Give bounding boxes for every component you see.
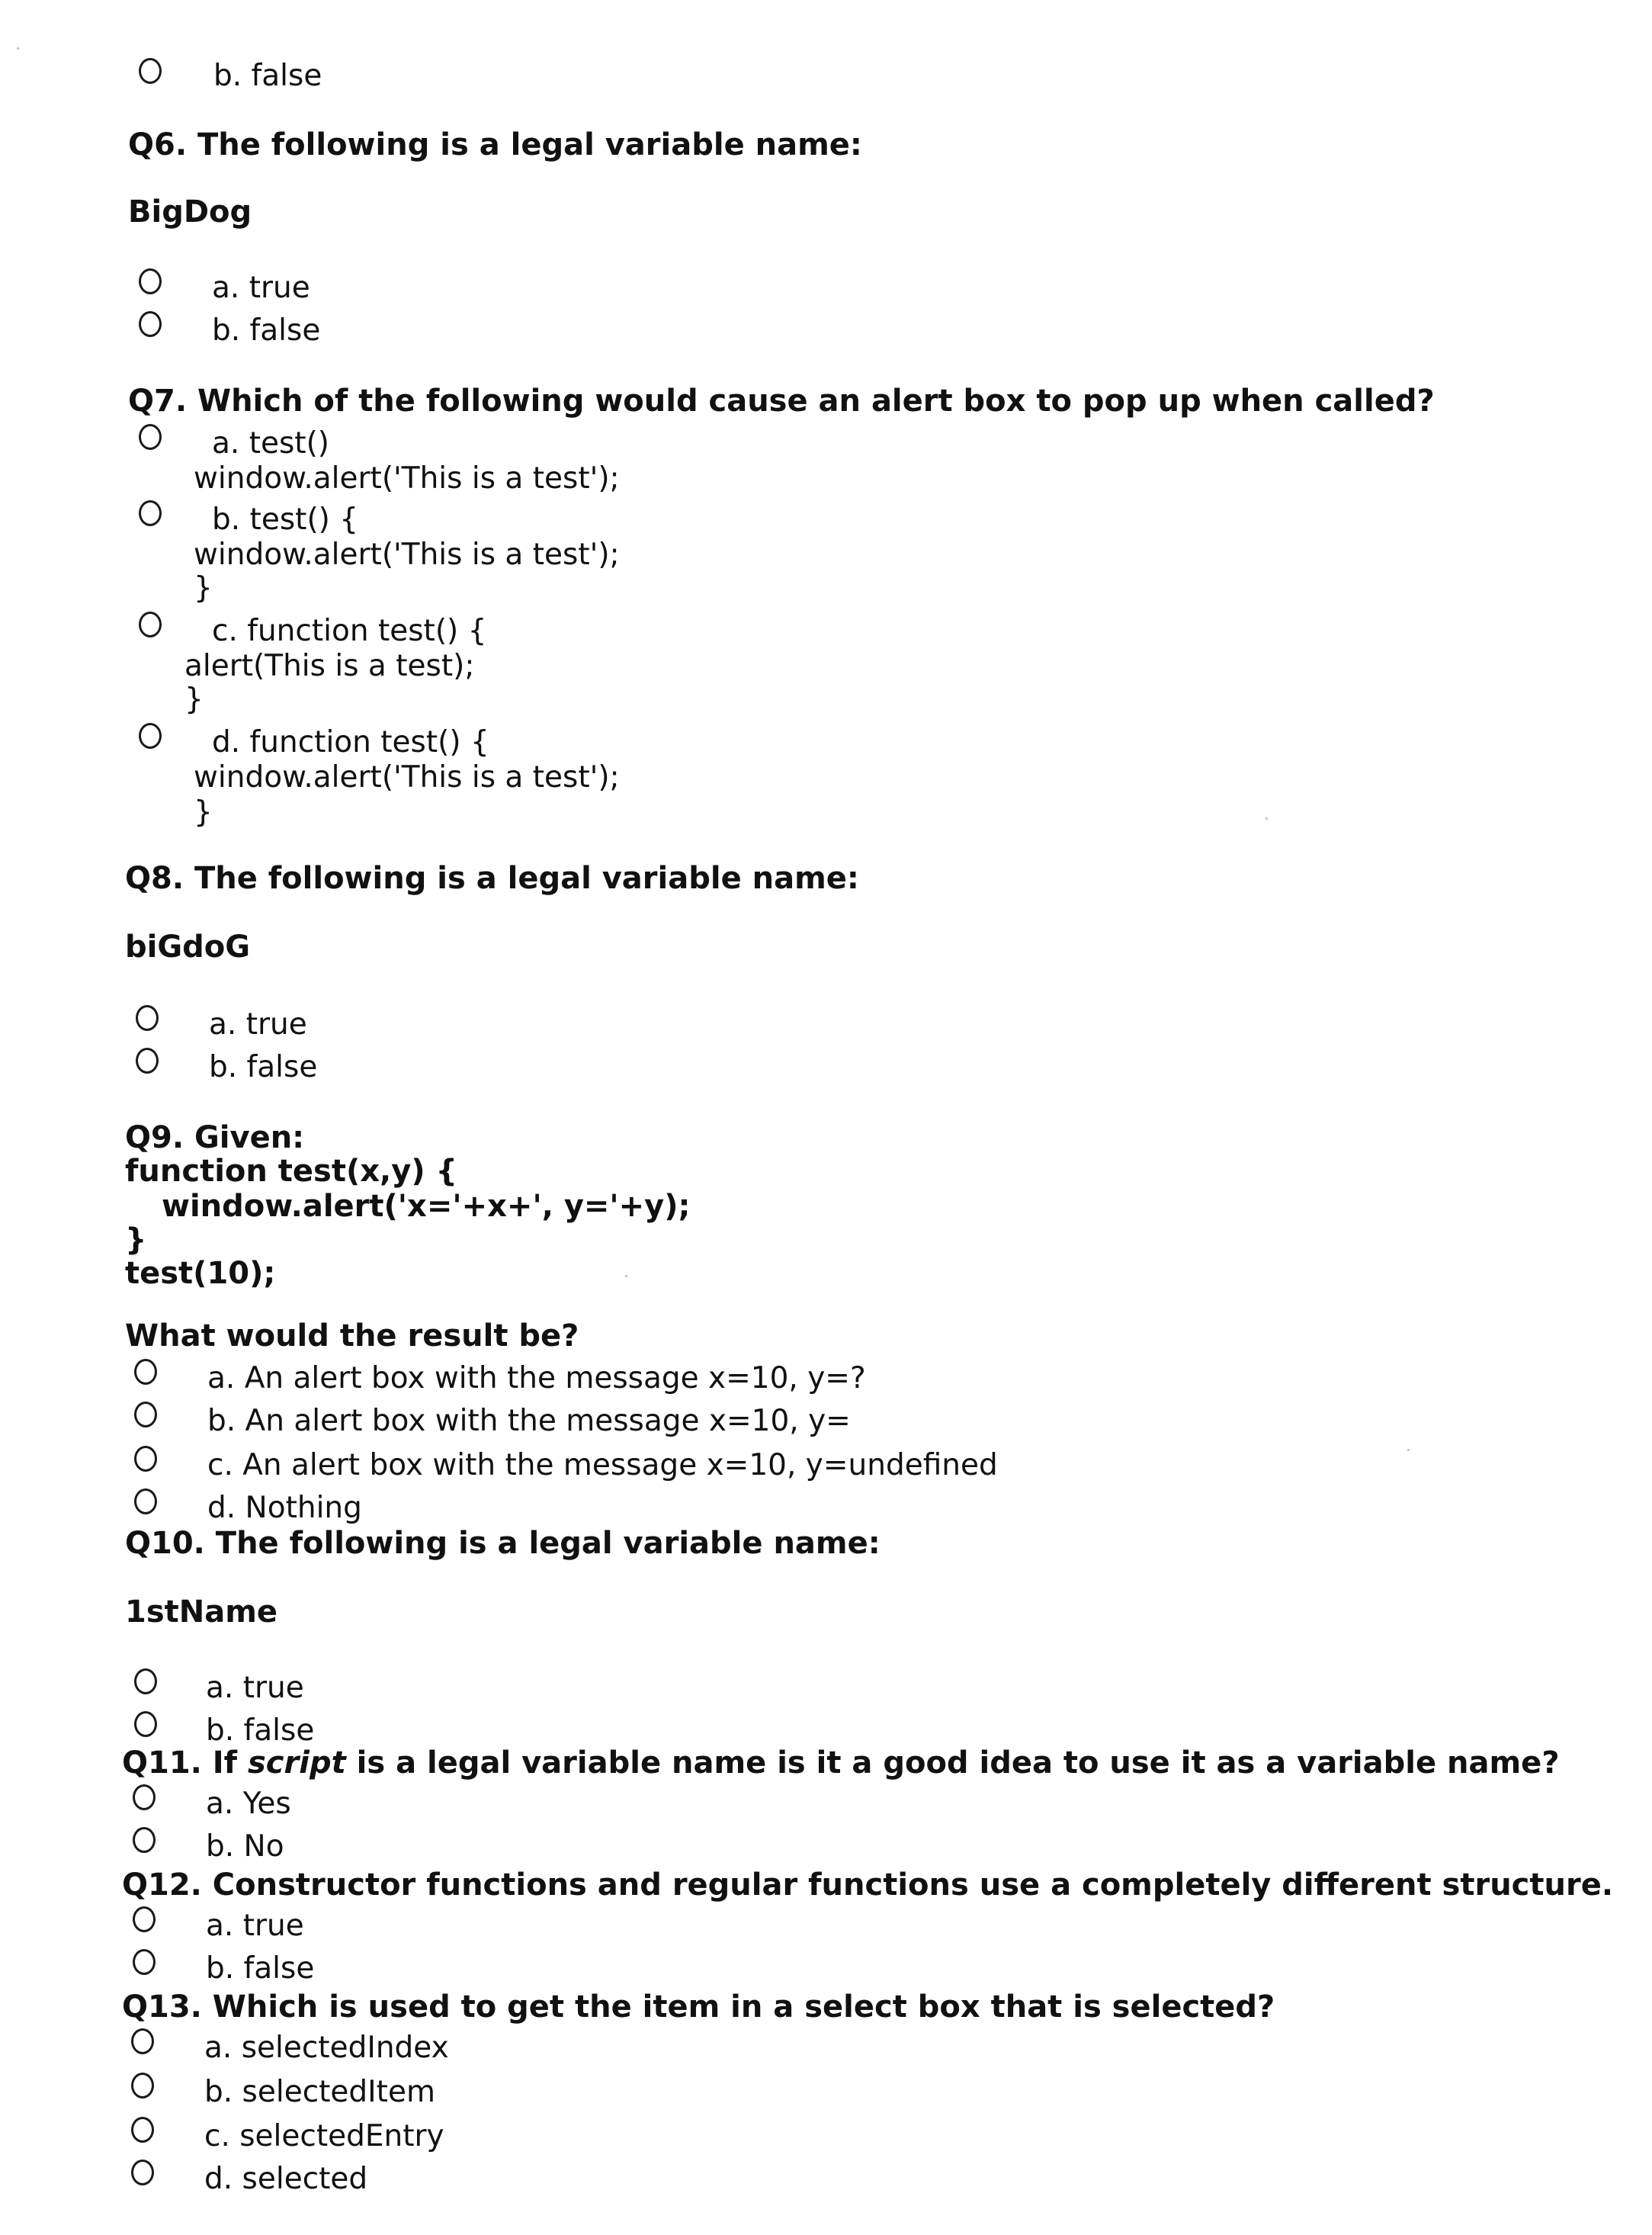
option-q11-b: b. No [206, 1829, 284, 1864]
option-q5-b: b. false [213, 59, 322, 93]
option-q7-c-line3: } [184, 682, 204, 717]
option-q6-a: a. true [212, 271, 310, 305]
radio-q5-b[interactable] [139, 58, 162, 84]
option-q7-b-line1: b. test() { [212, 503, 359, 537]
option-q7-d-line1: d. function test() { [212, 725, 489, 759]
option-q6-b: b. false [212, 313, 321, 348]
radio-q13-c[interactable] [131, 2117, 154, 2143]
option-q13-d: d. selected [204, 2162, 368, 2196]
radio-q6-b[interactable] [139, 311, 162, 337]
scan-speck [625, 1275, 627, 1277]
radio-q7-b[interactable] [139, 500, 162, 526]
option-q12-b: b. false [206, 1951, 315, 1986]
scan-speck [1407, 1449, 1410, 1451]
radio-q7-d[interactable] [139, 723, 162, 749]
radio-q9-b[interactable] [134, 1402, 157, 1427]
question-q9: Q9. Given: [125, 1120, 305, 1155]
code-q10: 1stName [125, 1594, 278, 1630]
option-q13-c: c. selectedEntry [204, 2119, 444, 2153]
question-q12: Q12. Constructor functions and regular functions use a completely different structure. [122, 1867, 1614, 1903]
question-q6: Q6. The following is a legal variable name: [128, 127, 862, 162]
radio-q13-a[interactable] [131, 2028, 154, 2054]
scan-speck [17, 47, 19, 50]
code-q9-line3: } [125, 1222, 147, 1257]
radio-q7-a[interactable] [139, 424, 162, 450]
question-q11 [122, 1745, 1560, 1781]
option-q9-a: a. An alert box with the message x=10, y=? [207, 1361, 866, 1395]
option-q13-b: b. selectedItem [204, 2075, 435, 2109]
radio-q8-a[interactable] [136, 1005, 159, 1031]
radio-q11-b[interactable] [133, 1827, 156, 1853]
radio-q9-d[interactable] [134, 1488, 157, 1514]
radio-q13-b[interactable] [131, 2073, 154, 2099]
scan-speck [1265, 817, 1268, 820]
code-q9-line4: test(10); [125, 1256, 276, 1291]
option-q7-d-line2: window.alert('This is a test'); [194, 760, 620, 795]
radio-q7-c[interactable] [139, 612, 162, 637]
option-q10-a: a. true [206, 1671, 304, 1705]
radio-q12-b[interactable] [133, 1949, 156, 1975]
option-q7-b-line2: window.alert('This is a test'); [194, 538, 620, 572]
radio-q8-b[interactable] [136, 1048, 159, 1074]
question-q7: Q7. Which of the following would cause an alert box to pop up when called? [128, 384, 1435, 419]
option-q11-a: a. Yes [206, 1787, 291, 1821]
question-q11-suffix: is a legal variable name is it a good idea to use it as a variable name? [345, 1745, 1560, 1781]
radio-q13-d[interactable] [131, 2160, 154, 2185]
prompt-q9: What would the result be? [125, 1318, 579, 1354]
option-q9-c: c. An alert box with the message x=10, y=undefined [207, 1448, 998, 1482]
question-q11-prefix: Q11. If [122, 1745, 248, 1781]
option-q7-a-line2: window.alert('This is a test'); [194, 461, 620, 496]
question-q11-italic: script [248, 1745, 346, 1781]
code-q9-line2: window.alert('x='+x+', y='+y); [162, 1189, 691, 1224]
option-q13-a: a. selectedIndex [204, 2031, 449, 2065]
option-q10-b: b. false [206, 1713, 315, 1748]
option-q8-a: a. true [209, 1007, 307, 1042]
code-q8: biGdoG [125, 930, 251, 965]
radio-q9-a[interactable] [134, 1359, 157, 1385]
question-q8: Q8. The following is a legal variable name: [125, 861, 859, 896]
question-q10: Q10. The following is a legal variable name: [125, 1526, 881, 1561]
code-q6: BigDog [128, 194, 252, 230]
option-q9-d: d. Nothing [207, 1491, 362, 1525]
radio-q10-a[interactable] [134, 1668, 157, 1694]
radio-q9-c[interactable] [134, 1446, 157, 1472]
option-q7-c-line1: c. function test() { [212, 614, 487, 648]
radio-q11-a[interactable] [133, 1784, 156, 1810]
option-q9-b: b. An alert box with the message x=10, y= [207, 1404, 851, 1438]
code-q9-line1: function test(x,y) { [125, 1154, 457, 1189]
radio-q10-b[interactable] [134, 1711, 157, 1737]
question-q13: Q13. Which is used to get the item in a select box that is selected? [122, 1989, 1275, 2025]
option-q7-b-line3: } [194, 571, 213, 605]
radio-q6-a[interactable] [139, 268, 162, 294]
option-q7-d-line3: } [194, 795, 213, 830]
option-q12-a: a. true [206, 1909, 304, 1943]
option-q7-a-line1: a. test() [212, 426, 330, 461]
option-q8-b: b. false [209, 1050, 318, 1084]
radio-q12-a[interactable] [133, 1906, 156, 1932]
option-q7-c-line2: alert(This is a test); [184, 649, 475, 683]
